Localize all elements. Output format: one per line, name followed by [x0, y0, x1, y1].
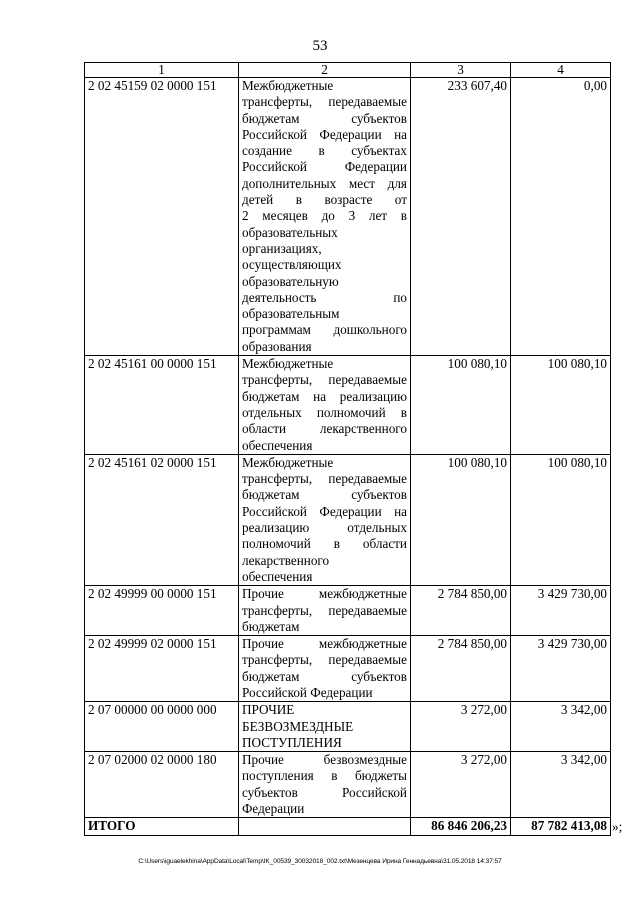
item-name-line: Российской Федерации на [242, 126, 407, 142]
amount-col4-cell: 100 080,10 [511, 454, 611, 585]
budget-code-cell: 2 07 02000 02 0000 180 [85, 752, 239, 818]
column-header: 2 [239, 63, 411, 78]
item-name-line: трансферты, передаваемые [242, 94, 407, 110]
item-name-line: осуществляющих [242, 257, 342, 273]
item-name-line: создание в субъектах [242, 143, 407, 159]
budget-code-cell: 2 02 49999 00 0000 151 [85, 586, 239, 636]
amount-col4-cell: 100 080,10 [511, 356, 611, 455]
item-name-line: полномочий в области [242, 536, 407, 552]
amount-col3-cell: 2 784 850,00 [411, 586, 511, 636]
budget-code-cell: 2 07 00000 00 0000 000 [85, 702, 239, 752]
item-name-cell [239, 454, 411, 585]
column-header: 4 [511, 63, 611, 78]
item-name-line: бюджетам субъектов [242, 110, 407, 126]
table-header-row [85, 63, 611, 78]
item-name-line: Российской Федерации на [242, 503, 407, 519]
item-name-cell [239, 356, 411, 455]
table-row [85, 78, 611, 356]
item-name-cell [239, 78, 411, 356]
item-name-cell [239, 636, 411, 702]
item-name-line: деятельность по [242, 289, 407, 305]
item-name-line: детей в возрасте от [242, 192, 407, 208]
column-header: 1 [85, 63, 239, 78]
amount-col3-cell: 233 607,40 [411, 78, 511, 356]
item-name-line: Прочие межбюджетные [242, 586, 407, 602]
item-name-line: бюджетам субъектов [242, 487, 407, 503]
item-name-line: трансферты, передаваемые [242, 372, 407, 388]
table-row [85, 454, 611, 585]
item-name-line: лекарственного [242, 552, 330, 568]
budget-code-cell: 2 02 49999 02 0000 151 [85, 636, 239, 702]
amount-col4-cell: 3 429 730,00 [511, 586, 611, 636]
item-name-line: БЕЗВОЗМЕЗДНЫЕ [242, 718, 354, 734]
amount-col3-cell: 3 272,00 [411, 702, 511, 752]
amount-col4-cell: 3 342,00 [511, 702, 611, 752]
item-name-line: Межбюджетные [242, 454, 334, 470]
amount-col3-cell: 100 080,10 [411, 454, 511, 585]
table-row [85, 586, 611, 636]
item-name-line: бюджетам субъектов [242, 668, 407, 684]
page-number: 53 [312, 38, 328, 54]
item-name-line: образовательных [242, 224, 338, 240]
table-row [85, 702, 611, 752]
amount-col3-cell: 2 784 850,00 [411, 636, 511, 702]
amount-col3-cell: 3 272,00 [411, 752, 511, 818]
column-header: 3 [411, 63, 511, 78]
item-name-line: дополнительных мест для [242, 175, 407, 191]
item-name-line: поступления в бюджеты [242, 768, 407, 784]
item-name-line: трансферты, передаваемые [242, 652, 407, 668]
item-name-line: 2 месяцев до 3 лет в [242, 208, 407, 224]
total-row [85, 818, 611, 835]
item-name-line: субъектов Российской [242, 784, 407, 800]
item-name-line: бюджетам [242, 618, 300, 634]
table-row [85, 752, 611, 818]
item-name-cell [239, 702, 411, 752]
item-name-line: области лекарственного [242, 421, 407, 437]
budget-table [84, 62, 611, 836]
item-name-line: образовательную [242, 273, 339, 289]
item-name-line: Межбюджетные [242, 356, 334, 372]
item-name-line: организациях, [242, 240, 322, 256]
total-empty-cell [239, 818, 411, 835]
item-name-line: Прочие межбюджетные [242, 636, 407, 652]
item-name-line: обеспечения [242, 568, 313, 584]
amount-col4-cell: 3 342,00 [511, 752, 611, 818]
item-name-line: образовательным [242, 306, 340, 322]
item-name-line: трансферты, передаваемые [242, 602, 407, 618]
item-name-line: ПОСТУПЛЕНИЯ [242, 734, 342, 750]
budget-code-cell: 2 02 45161 00 0000 151 [85, 356, 239, 455]
table-row [85, 356, 611, 455]
item-name-line: ПРОЧИЕ [242, 702, 295, 718]
item-name-cell [239, 586, 411, 636]
closing-quote-mark: »; [612, 818, 623, 834]
file-path-footer: C:\Users\iguaelekhina\AppData\Local\Temp\IK_00539_30032018_002.txt\Мезенцева Ирина Геннадьевна\31.05.2018 14:37:57 [138, 858, 502, 865]
amount-col4-cell: 3 429 730,00 [511, 636, 611, 702]
total-col3: 86 846 206,23 [411, 818, 511, 835]
item-name-line: Российской Федерации [242, 684, 373, 700]
item-name-line: Прочие безвозмездные [242, 752, 407, 768]
item-name-line: Федерации [242, 801, 305, 817]
item-name-line: Межбюджетные [242, 78, 334, 93]
total-label: ИТОГО [85, 818, 239, 835]
budget-code-cell: 2 02 45159 02 0000 151 [85, 78, 239, 356]
total-col4: 87 782 413,08 [511, 818, 611, 835]
item-name-line: трансферты, передаваемые [242, 471, 407, 487]
item-name-line: бюджетам на реализацию [242, 388, 407, 404]
item-name-line: программам дошкольного [242, 322, 407, 338]
item-name-line: образования [242, 338, 312, 354]
item-name-line: реализацию отдельных [242, 520, 407, 536]
amount-col4-cell: 0,00 [511, 78, 611, 356]
budget-code-cell: 2 02 45161 02 0000 151 [85, 454, 239, 585]
item-name-cell [239, 752, 411, 818]
table-row [85, 636, 611, 702]
item-name-line: Российской Федерации [242, 159, 407, 175]
item-name-line: отдельных полномочий в [242, 404, 407, 420]
amount-col3-cell: 100 080,10 [411, 356, 511, 455]
item-name-line: обеспечения [242, 437, 313, 453]
